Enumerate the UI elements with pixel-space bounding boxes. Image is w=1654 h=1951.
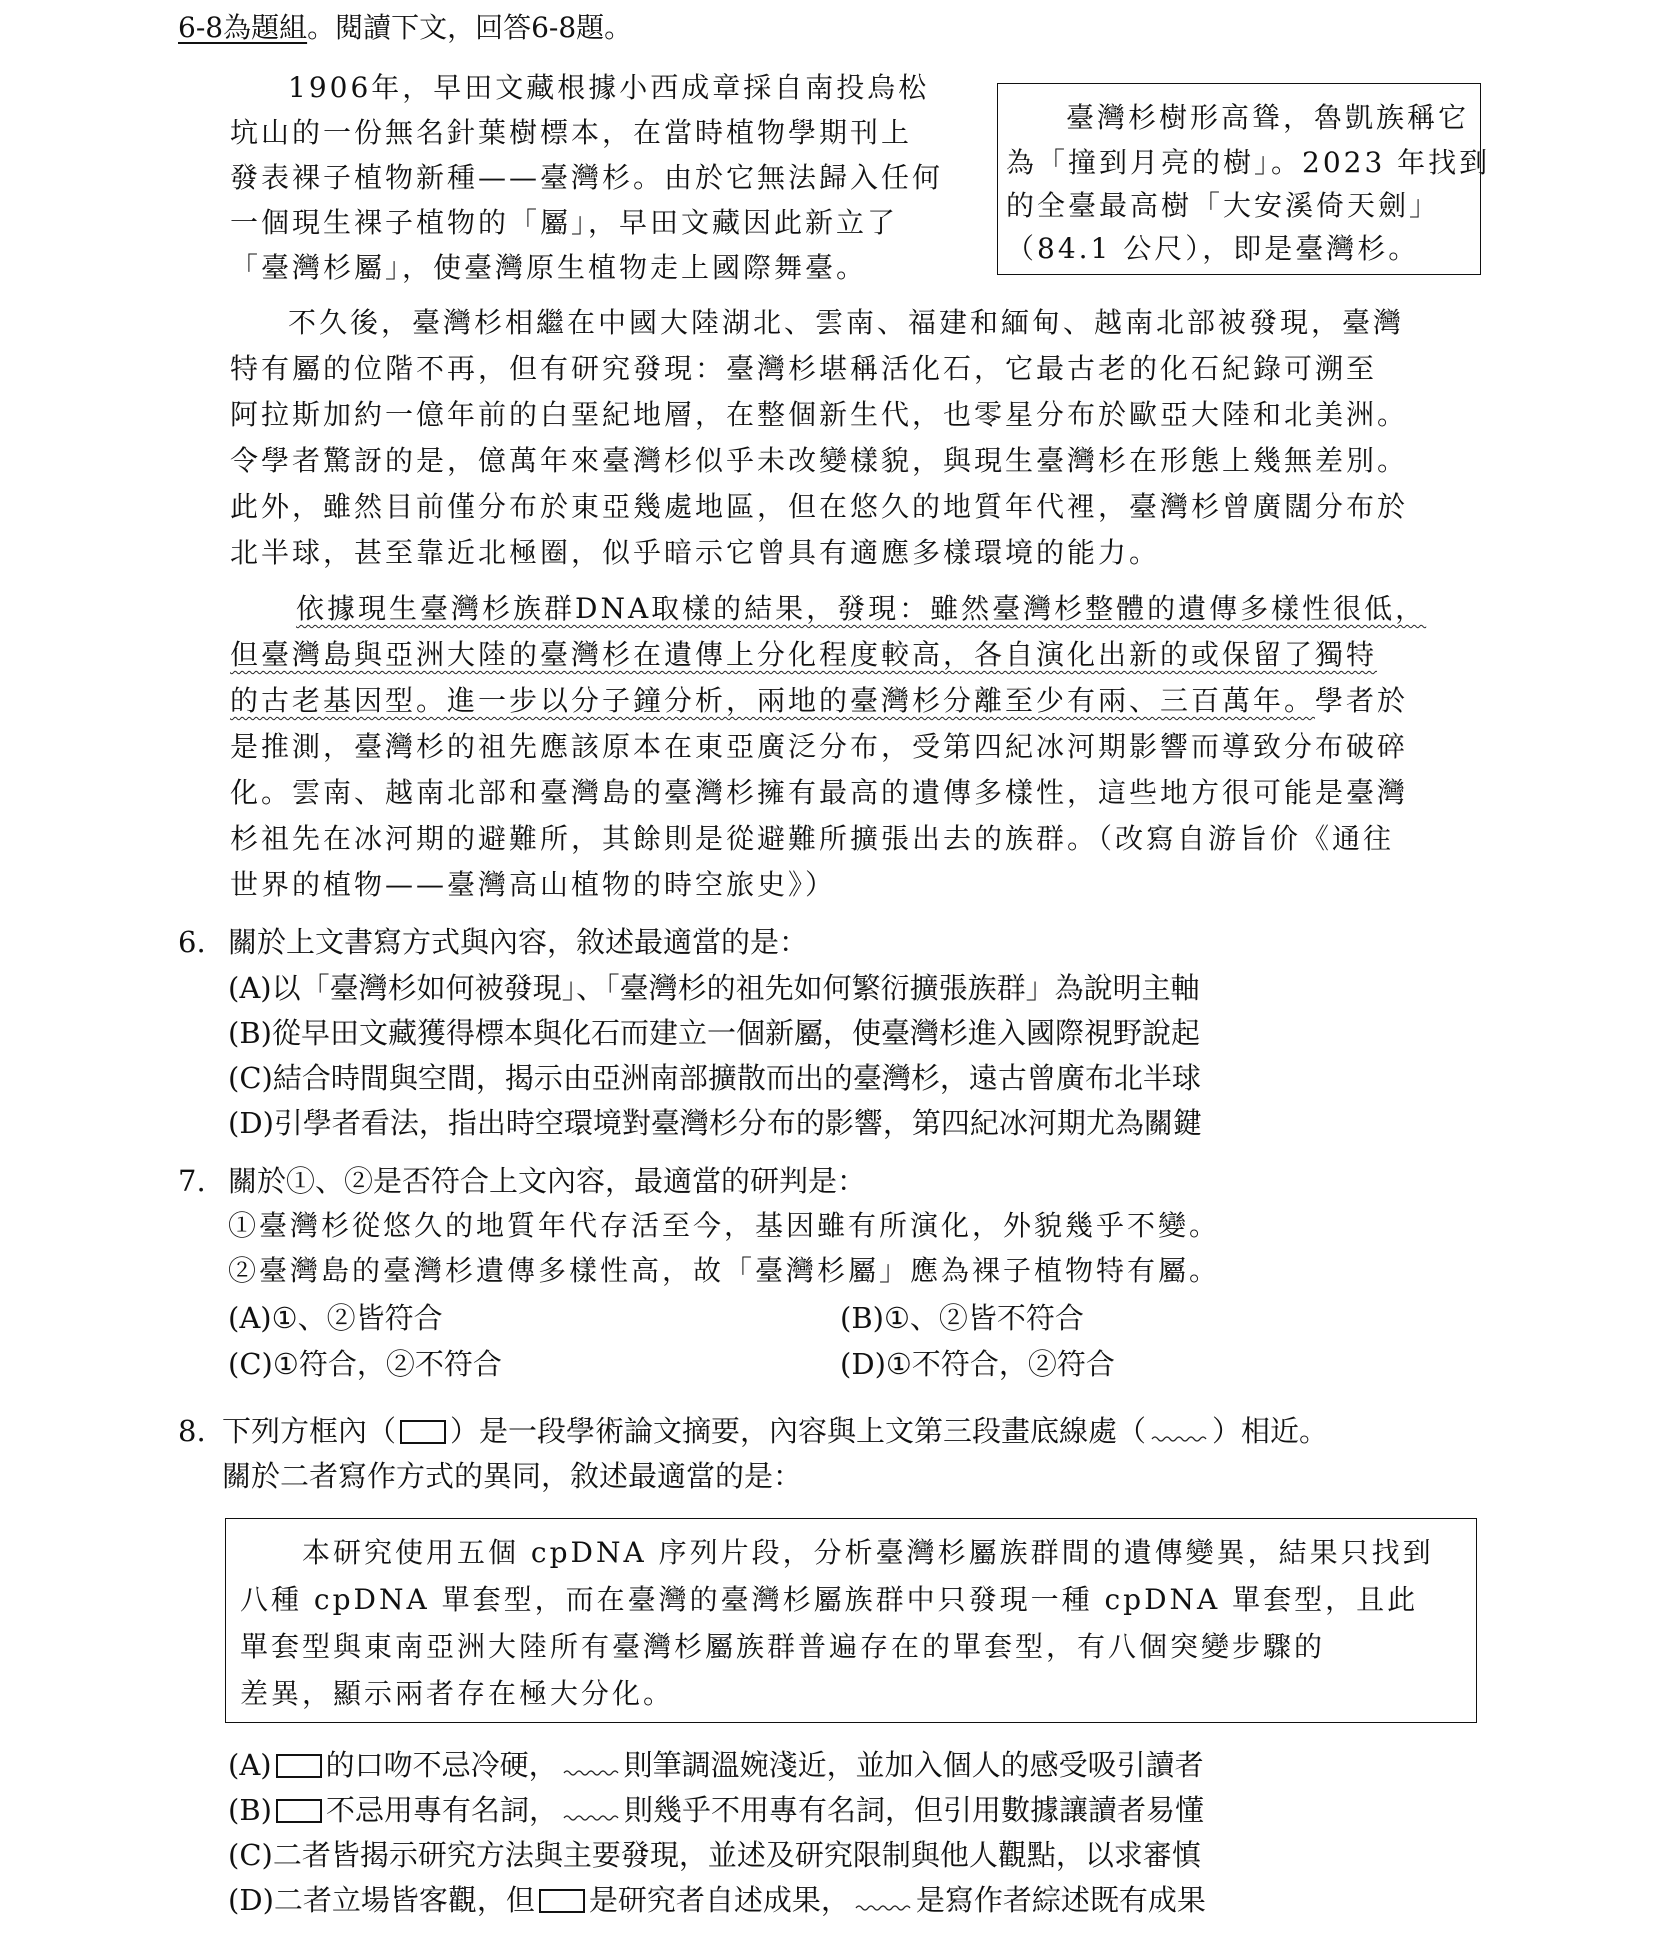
wavy-underline-symbol-icon <box>562 1802 620 1822</box>
passage-source-line: 世界的植物——臺灣高山植物的時空旅史》） <box>230 868 837 901</box>
sidebar-note-line: 臺灣杉樹形高聳，魯凱族稱它 <box>1066 101 1470 134</box>
passage-p1-line: 「臺灣杉屬」，使臺灣原生植物走上國際舞臺。 <box>230 251 868 284</box>
passage-p3-plain-segment: 學者於 <box>1315 684 1409 717</box>
q8-option-d <box>228 1880 1206 1920</box>
sidebar-note-line: 為「撞到月亮的樹」。2023 年找到 <box>1006 146 1491 179</box>
box-symbol-icon <box>276 1799 322 1823</box>
box-symbol-icon <box>539 1889 585 1913</box>
q8-abstract-line: 八種 cpDNA 單套型，而在臺灣的臺灣杉屬族群中只發現一種 cpDNA 單套型，且此 <box>240 1583 1419 1616</box>
q7-stem: 關於①、②是否符合上文內容，最適當的研判是： <box>228 1164 867 1198</box>
passage-p2-line: 特有屬的位階不再，但有研究發現：臺灣杉堪稱活化石，它最古老的化石紀錄可溯至 <box>230 352 1378 385</box>
box-symbol-icon <box>276 1754 322 1778</box>
sidebar-note-line: （84.1 公尺），即是臺灣杉。 <box>1006 232 1420 265</box>
q8-stem-part: ）相近。 <box>1212 1414 1329 1448</box>
q8-option-part: 是寫作者綜述既有成果 <box>915 1883 1206 1917</box>
box-symbol-icon <box>400 1420 446 1444</box>
q8-option-part: 不忌用專有名詞， <box>325 1793 558 1827</box>
passage-p2-line: 阿拉斯加約一億年前的白堊紀地層，在整個新生代，也零星分布於歐亞大陸和北美洲。 <box>230 398 1409 431</box>
wavy-underline-symbol-icon <box>854 1892 912 1912</box>
passage-p2-line: 此外，雖然目前僅分布於東亞幾處地區，但在悠久的地質年代裡，臺灣杉曾廣闊分布於 <box>230 490 1409 523</box>
q8-stem-part: ）是一段學術論文摘要，內容與上文第三段畫底線處（ <box>450 1414 1147 1448</box>
q6-option-b: (B)從早田文藏獲得標本與化石而建立一個新屬，使臺灣杉進入國際視野說起 <box>228 1016 1200 1050</box>
passage-p1-line: 一個現生裸子植物的「屬」，早田文藏因此新立了 <box>230 206 899 239</box>
q8-stem-line2: 關於二者寫作方式的異同，敘述最適當的是： <box>222 1459 803 1493</box>
passage-p1-line: 1906年，早田文藏根據小西成章採自南投烏松 <box>288 71 930 104</box>
group-header <box>178 8 632 48</box>
passage-p1-line: 坑山的一份無名針葉樹標本，在當時植物學期刊上 <box>230 116 913 149</box>
q8-abstract-line: 單套型與東南亞洲大陸所有臺灣杉屬族群普遍存在的單套型，有八個突變步驟的 <box>240 1630 1326 1663</box>
passage-p3-underlined-line: 但臺灣島與亞洲大陸的臺灣杉在遺傳上分化程度較高，各自演化出新的或保留了獨特 <box>230 638 1378 671</box>
q8-option-a <box>228 1745 1204 1785</box>
q8-option-part: (D)二者立場皆客觀，但 <box>228 1883 535 1917</box>
q8-option-c: (C)二者皆揭示研究方法與主要發現，並述及研究限制與他人觀點，以求審慎 <box>228 1838 1201 1872</box>
q8-option-b <box>228 1790 1204 1830</box>
passage-p3-line3 <box>230 681 1408 721</box>
q6-number: 6. <box>178 925 206 959</box>
q8-option-part: 的口吻不忌冷硬， <box>325 1748 558 1782</box>
q7-option-d: (D)①不符合，②符合 <box>840 1347 1115 1381</box>
group-header-text: 。閱讀下文，回答6-8題。 <box>307 11 633 44</box>
q7-statement-2: ②臺灣島的臺灣杉遺傳多樣性高，故「臺灣杉屬」應為裸子植物特有屬。 <box>228 1254 1221 1287</box>
passage-p3-line: 是推測，臺灣杉的祖先應該原本在東亞廣泛分布，受第四紀冰河期影響而導致分布破碎 <box>230 730 1409 763</box>
passage-p3-line: 杉祖先在冰河期的避難所，其餘則是從避難所擴張出去的族群。（改寫自游旨价《通往 <box>230 822 1395 855</box>
q8-option-part: 是研究者自述成果， <box>588 1883 850 1917</box>
q7-option-a: (A)①、②皆符合 <box>228 1301 443 1335</box>
q8-option-part: 則幾乎不用專有名詞，但引用數據讓讀者易懂 <box>623 1793 1204 1827</box>
q8-abstract-line: 差異，顯示兩者存在極大分化。 <box>240 1677 675 1710</box>
group-header-range: 6-8為題組 <box>178 11 308 44</box>
passage-p2-line: 北半球，甚至靠近北極圈，似乎暗示它曾具有適應多樣環境的能力。 <box>230 536 1161 569</box>
q8-stem-line1 <box>222 1411 1328 1451</box>
passage-p1-line: 發表裸子植物新種——臺灣杉。由於它無法歸入任何 <box>230 161 944 194</box>
q8-option-part: (B) <box>228 1793 272 1827</box>
q8-number: 8. <box>178 1414 206 1448</box>
passage-p2-line: 不久後，臺灣杉相繼在中國大陸湖北、雲南、福建和緬甸、越南北部被發現，臺灣 <box>288 306 1405 339</box>
q8-stem-part: 下列方框內（ <box>222 1414 397 1448</box>
wavy-underline-symbol-icon <box>562 1757 620 1777</box>
q8-abstract-line: 本研究使用五個 cpDNA 序列片段，分析臺灣杉屬族群間的遺傳變異，結果只找到 <box>302 1536 1434 1569</box>
q6-option-c: (C)結合時間與空間，揭示由亞洲南部擴散而出的臺灣杉，遠古曾廣布北半球 <box>228 1061 1201 1095</box>
wavy-underline-symbol-icon <box>1150 1423 1208 1443</box>
passage-p3-line: 化。雲南、越南北部和臺灣島的臺灣杉擁有最高的遺傳多樣性，這些地方很可能是臺灣 <box>230 776 1409 809</box>
q6-option-a: (A)以「臺灣杉如何被發現」、「臺灣杉的祖先如何繁衍擴張族群」為說明主軸 <box>228 971 1200 1005</box>
q8-option-part: 則筆調溫婉淺近，並加入個人的感受吸引讀者 <box>623 1748 1204 1782</box>
passage-p3-underlined-segment: 的古老基因型。進一步以分子鐘分析，兩地的臺灣杉分離至少有兩、三百萬年。 <box>230 684 1316 717</box>
q8-option-part: (A) <box>228 1748 272 1782</box>
q6-stem: 關於上文書寫方式與內容，敘述最適當的是： <box>228 925 809 959</box>
q7-option-b: (B)①、②皆不符合 <box>840 1301 1084 1335</box>
passage-p2-line: 令學者驚訝的是，億萬年來臺灣杉似乎未改變樣貌，與現生臺灣杉在形態上幾無差別。 <box>230 444 1409 477</box>
q7-statement-1: ①臺灣杉從悠久的地質年代存活至今，基因雖有所演化，外貌幾乎不變。 <box>228 1209 1221 1242</box>
passage-p3-underlined-line: 依據現生臺灣杉族群DNA取樣的結果，發現：雖然臺灣杉整體的遺傳多樣性很低， <box>296 592 1427 625</box>
q7-number: 7. <box>178 1164 206 1198</box>
sidebar-note-line: 的全臺最高樹「大安溪倚天劍」 <box>1006 189 1441 222</box>
q7-option-c: (C)①符合，②不符合 <box>228 1347 502 1381</box>
q6-option-d: (D)引學者看法，指出時空環境對臺灣杉分布的影響，第四紀冰河期尤為關鍵 <box>228 1106 1202 1140</box>
